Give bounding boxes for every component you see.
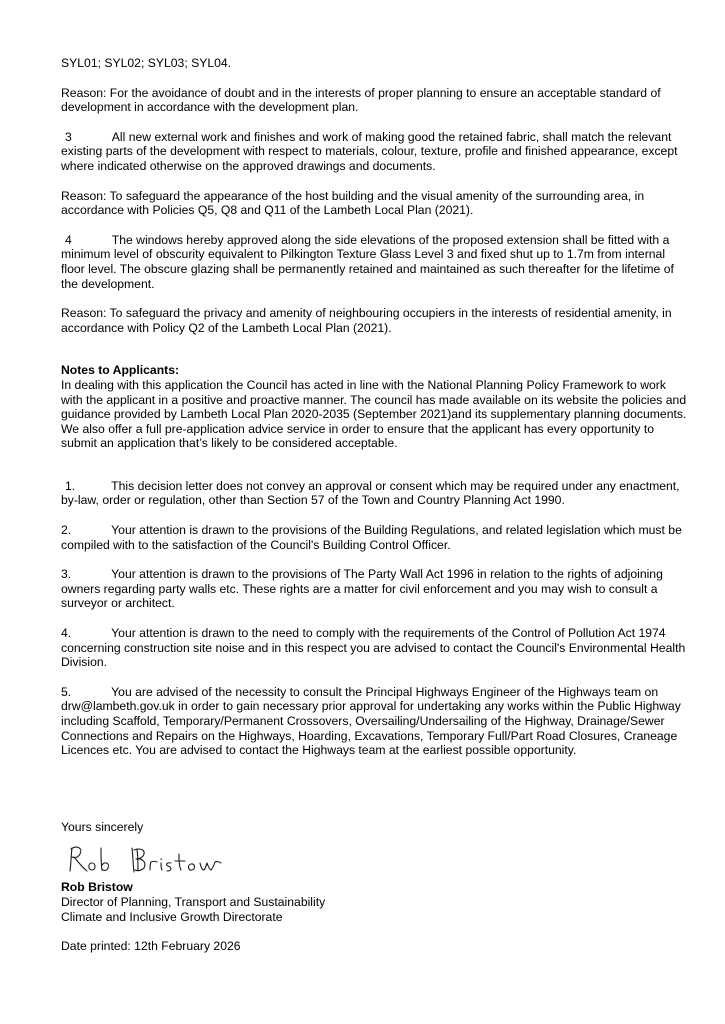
reason-condition-3: Reason: To safeguard the appearance of the host building and the visual amenity of the surrounding area, in accordance with Policies Q5, Q8 and Q11 of the Lambeth Local Plan (2021). [61,188,645,218]
note-item-text: You are advised of the necessity to consult the Principal Highways Engineer of the Highways team on drw@lambeth.gov.uk in order to gain necessary prior approval for undertaking any works within the Public Highway including Scaffold, Temporary/Permanent Crossovers, Oversailing/Undersailing of the Highway, Drainage/Sewer Connections and Repairs on the Highways, Hoarding, Excavations, Temporary Full/Part Road Closures, Craneage Licences etc. You are advised to contact the Highways team at the earliest possible opportunity. [61,684,681,758]
condition-4 [61,233,687,291]
signoff-block [61,820,687,954]
note-item-text: Your attention is drawn to the provisions of The Party Wall Act 1996 in relation to the rights of adjoining owners regarding party walls etc. These rights are a matter for civil enforcement and you may wish to consult a surveyor or architect. [61,567,663,611]
reason-condition-2: Reason: For the avoidance of doubt and in the interests of proper planning to ensure an acceptable standard of development in accordance with the development plan. [61,85,661,115]
handwritten-signature [61,834,687,880]
notes-intro: In dealing with this application the Council has acted in line with the National Planning Policy Framework to work with the applicant in a positive and proactive manner. The council has made available on its website the policies and guidance provided by Lambeth Local Plan 2020-2035 (September 2021)and its supplementary planning documents. We also offer a full pre-application advice service in order to ensure that the applicant has every opportunity to submit an application that’s likely to be considered acceptable. [61,377,687,451]
condition-4-text: The windows hereby approved along the side elevations of the proposed extension shall be fitted with a minimum level of obscurity equivalent to Pilkington Texture Glass Level 3 and fixed shut up to 1.7m from internal floor level. The obscure glazing shall be permanently retained and maintained as such thereafter for the lifetime of the development. [61,232,674,291]
condition-4-number: 4 [65,232,72,247]
notes-heading: Notes to Applicants: [61,363,180,378]
note-item-number: 3. [61,567,72,582]
note-item-number: 1. [65,478,76,493]
decision-letter-page [61,56,687,954]
notes-to-applicants [61,363,687,451]
drawing-references: SYL01; SYL02; SYL03; SYL04. [61,56,232,70]
note-item-4 [61,626,687,670]
date-printed: Date printed: 12th February 2026 [61,939,241,954]
condition-3-number: 3 [65,129,72,144]
note-item-number: 5. [61,684,72,699]
signer-title: Director of Planning, Transport and Sustainability [61,894,326,909]
note-item-3 [61,567,687,611]
note-item-2 [61,523,687,552]
signer-directorate: Climate and Inclusive Growth Directorate [61,909,283,924]
closing-salutation: Yours sincerely [61,819,144,834]
note-item-number: 4. [61,626,72,641]
note-item-number: 2. [61,523,72,538]
note-item-text: Your attention is drawn to the need to comply with the requirements of the Control of Pollution Act 1974 concerning construction site noise and in this respect you are advised to contact the Council's Environmental Health Division. [61,626,686,670]
note-item-5 [61,685,687,758]
note-item-text: This decision letter does not convey an approval or consent which may be required under any enactment, by-law, order or regulation, other than Section 57 of the Town and Country Planning Act 1990. [61,478,680,508]
note-item-text: Your attention is drawn to the provisions of the Building Regulations, and related legislation which must be compiled with to the satisfaction of the Council's Building Control Officer. [61,523,682,552]
signer-name: Rob Bristow [61,880,133,895]
note-item-1 [61,479,687,508]
condition-3 [61,130,687,174]
condition-3-text: All new external work and finishes and work of making good the retained fabric, shall match the relevant existing parts of the development with respect to materials, colour, texture, profile and finished appearance, except where indicated otherwise on the approved drawings and documents. [61,129,678,173]
reason-condition-4: Reason: To safeguard the privacy and amenity of neighbouring occupiers in the interests of residential amenity, in accordance with Policy Q2 of the Lambeth Local Plan (2021). [61,306,672,335]
